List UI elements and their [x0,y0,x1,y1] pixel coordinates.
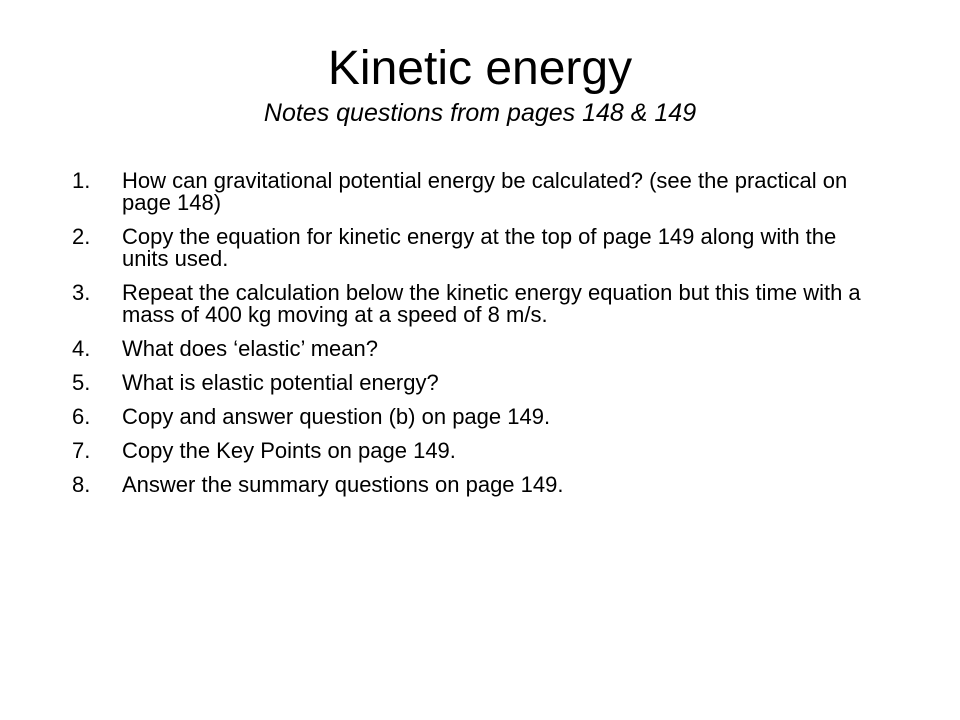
question-text: What is elastic potential energy? [122,370,439,395]
question-number: 3. [72,280,91,305]
question-text: Copy the Key Points on page 149. [122,438,456,463]
slide-subtitle: Notes questions from pages 148 & 149 [263,99,697,127]
question-number: 8. [72,472,91,497]
question-item-2 [72,226,882,270]
question-text: Repeat the calculation below the kinetic energy equation but this time with a mass of 400 kg moving at a speed of 8 m/s. [122,280,861,327]
question-item-7 [72,440,882,462]
question-number: 2. [72,224,91,249]
question-number: 6. [72,404,91,429]
slide-title: Kinetic energy [327,42,633,95]
question-item-3 [72,282,882,326]
question-item-6 [72,406,882,428]
title-block [0,40,960,128]
question-item-5 [72,372,882,394]
question-text: Copy and answer question (b) on page 149. [122,404,551,429]
question-list [72,170,882,508]
question-number: 7. [72,438,91,463]
question-number: 5. [72,370,91,395]
question-text: What does ‘elastic’ mean? [122,336,378,361]
question-text: Answer the summary questions on page 149. [122,472,564,497]
question-item-1 [72,170,882,214]
question-text: How can gravitational potential energy be calculated? (see the practical on page 148) [122,168,848,215]
question-item-4 [72,338,882,360]
question-item-8 [72,474,882,496]
question-number: 1. [72,168,91,193]
question-number: 4. [72,336,91,361]
question-text: Copy the equation for kinetic energy at the top of page 149 along with the units used. [122,224,837,271]
